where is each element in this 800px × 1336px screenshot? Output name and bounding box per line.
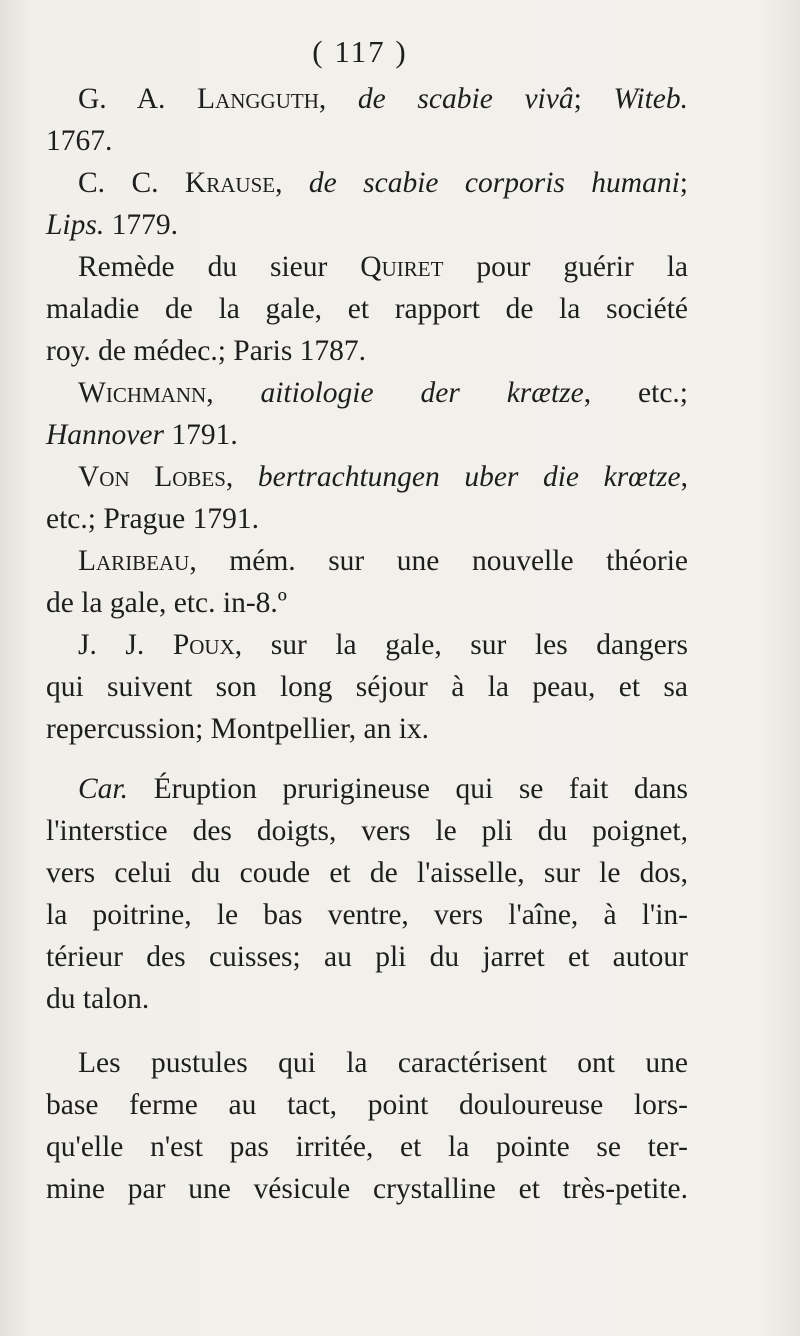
entry-line (46, 204, 688, 246)
entry-line: C. C. Krause, de scabie corporis humani; (78, 167, 688, 199)
work-title: de scabie corporis humani (308, 167, 680, 199)
pustules-paragraph (46, 1042, 688, 1210)
entry-line: etc.; Prague 1791. (46, 503, 259, 535)
work-title: de scabie vivâ (357, 83, 574, 115)
entry-line (46, 246, 688, 288)
page-number: ( 117 ) (312, 34, 408, 69)
bibliography-entry-laribeau (46, 540, 688, 624)
author-name: Quiret (360, 251, 444, 283)
entry-line: de la gale, etc. in-8.º (46, 587, 287, 619)
paragraph-line: l'interstice des doigts, vers le pli du poignet, (46, 815, 688, 847)
entry-line: maladie de la gale, et rapport de la société (46, 293, 688, 325)
paragraph-line: mine par une vésicule crystalline et très-petite. (46, 1173, 688, 1205)
entry-text: pour guérir la (443, 251, 688, 283)
characteristics-label: Car. (78, 773, 129, 805)
entry-text: , sur la gale, sur les dangers (234, 629, 688, 661)
author-name: Von Lobes (78, 461, 226, 493)
entry-line: qui suivent son long séjour à la peau, et sa (46, 671, 688, 703)
bibliography-entry-wichmann (46, 372, 688, 456)
author-name: J. J. Poux (78, 629, 235, 661)
paragraph-line: vers celui du coude et de l'aisselle, sur le dos, (46, 857, 688, 889)
entry-line (46, 624, 688, 666)
entry-line: roy. de médec.; Paris 1787. (46, 335, 367, 367)
publication-year: 1779. (111, 209, 178, 241)
entry-line: G. A. Langguth, de scabie vivâ; Witeb. (78, 83, 688, 115)
paragraph-text: Éruption prurigineuse qui se fait dans (128, 773, 688, 805)
publication-place: Hannover (46, 419, 164, 451)
bibliography-entry-quiret (46, 246, 688, 372)
entry-line (46, 540, 688, 582)
entry-line: Von Lobes, bertrachtungen uber die krœtze, (78, 461, 688, 493)
entry-line (46, 414, 688, 456)
page-text (46, 78, 688, 1210)
paragraph-line: la poitrine, le bas ventre, vers l'aîne, à l'in- (46, 899, 688, 931)
publication-year: 1767. (46, 125, 113, 157)
entry-text: , etc.; (583, 377, 688, 409)
paragraph-line: qu'elle n'est pas irritée, et la pointe se ter- (46, 1131, 688, 1163)
publication-year: 1791. (171, 419, 238, 451)
entry-text: , mém. sur une nouvelle théorie (189, 545, 688, 577)
paragraph-line: base ferme au tact, point douloureuse lors- (46, 1089, 688, 1121)
paragraph-line (46, 768, 688, 810)
author-name: Laribeau (78, 545, 190, 577)
bibliography-entry-von-lobes (46, 456, 688, 540)
work-title: bertrachtungen uber die krœtze (257, 461, 681, 493)
entry-line: repercussion; Montpellier, an ix. (46, 713, 430, 745)
bibliography-entry-langguth (46, 78, 688, 162)
paragraph-line: du talon. (46, 983, 150, 1015)
bibliography-entry-poux (46, 624, 688, 750)
paragraph-line: térieur des cuisses; au pli du jarret et autour (46, 941, 688, 973)
author-name: Wichmann (78, 377, 207, 409)
author-name: C. C. Krause (78, 167, 276, 199)
work-title: aitiologie der krætze (260, 377, 584, 409)
publication-place: Lips. (46, 209, 105, 241)
entry-text: Remède du sieur (78, 251, 361, 283)
paragraph-line: Les pustules qui la caractérisent ont une (78, 1047, 688, 1079)
bibliography-entry-krause (46, 162, 688, 246)
author-name: G. A. Langguth (78, 83, 319, 115)
entry-line: Wichmann, aitiologie der krætze, etc.; (78, 377, 688, 409)
publication-place: Witeb. (613, 83, 688, 115)
characteristics-paragraph (46, 768, 688, 1020)
